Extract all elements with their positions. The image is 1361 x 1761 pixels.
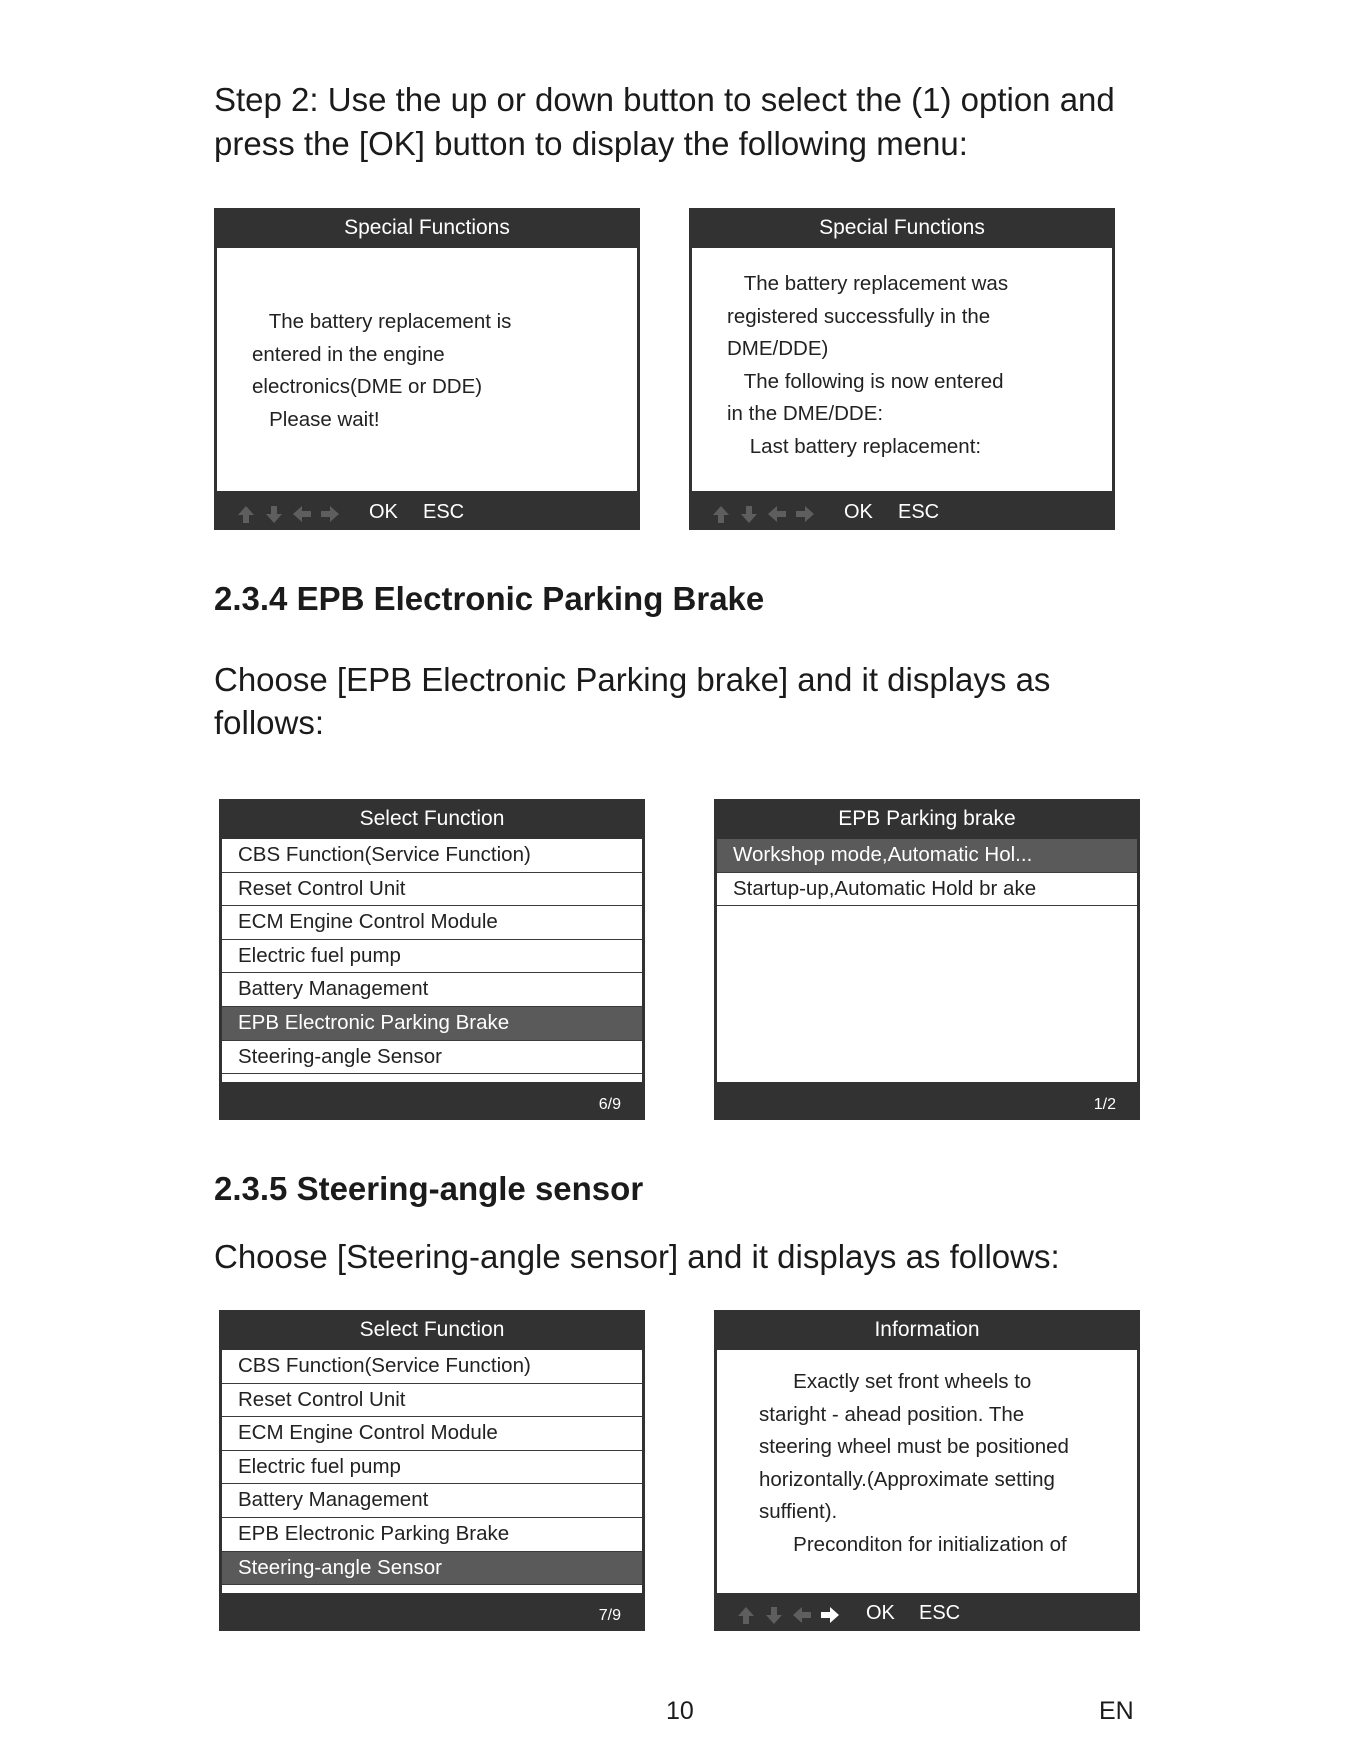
page-indicator: 7/9 bbox=[598, 1607, 621, 1624]
section-heading-epb: 2.3.4 EPB Electronic Parking Brake bbox=[214, 580, 765, 617]
step2-line1: Step 2: Use the up or down button to select the (1) option and bbox=[214, 81, 1115, 118]
info-line: suffient). bbox=[759, 1500, 838, 1523]
arrow-right-icon bbox=[318, 502, 342, 526]
screen-footer bbox=[714, 1084, 1140, 1120]
info-line: The battery replacement was bbox=[727, 272, 1009, 295]
screen-title: EPB Parking brake bbox=[838, 807, 1016, 830]
info-line: registered successfully in the bbox=[727, 304, 991, 328]
epb-text-line1: Choose [EPB Electronic Parking brake] and it displays as bbox=[214, 661, 1051, 698]
screen-battery-registered bbox=[689, 208, 1115, 530]
menu-item[interactable]: CBS Function(Service Function) bbox=[222, 839, 642, 873]
arrow-right-icon bbox=[793, 502, 817, 526]
arrow-up-icon bbox=[709, 502, 733, 526]
screen-title: Information bbox=[874, 1318, 980, 1341]
menu-item[interactable]: Battery Management bbox=[222, 1484, 642, 1518]
menu-item-selected[interactable]: Workshop mode,Automatic Hol... bbox=[717, 839, 1137, 873]
screen-title: Special Functions bbox=[344, 216, 510, 239]
navigation-arrows bbox=[234, 502, 342, 526]
arrow-down-icon bbox=[737, 502, 761, 526]
screen-title: Select Function bbox=[359, 807, 505, 830]
info-line: Please wait! bbox=[252, 407, 380, 431]
info-line: steering wheel must be positioned bbox=[759, 1435, 1069, 1458]
menu-item[interactable]: Battery Management bbox=[222, 973, 642, 1007]
info-line: entered in the engine bbox=[252, 342, 445, 366]
ok-button[interactable]: OK bbox=[844, 501, 873, 523]
screen-body bbox=[692, 248, 1112, 491]
menu-item[interactable]: Startup-up,Automatic Hold br ake bbox=[717, 873, 1137, 907]
screen-information bbox=[714, 1310, 1140, 1631]
arrow-left-icon bbox=[765, 502, 789, 526]
menu-item-selected[interactable]: EPB Electronic Parking Brake bbox=[222, 1007, 642, 1041]
esc-button[interactable]: ESC bbox=[423, 501, 465, 523]
menu-item[interactable]: ECM Engine Control Module bbox=[222, 906, 642, 940]
menu-item-selected[interactable]: Steering-angle Sensor bbox=[222, 1552, 642, 1586]
info-line: Last battery replacement: bbox=[727, 434, 982, 458]
screen-footer bbox=[689, 494, 1115, 530]
info-line: electronics(DME or DDE) bbox=[252, 375, 483, 398]
menu-item[interactable]: Electric fuel pump bbox=[222, 940, 642, 974]
language-code: EN bbox=[1099, 1697, 1134, 1725]
screen-body bbox=[217, 248, 637, 491]
screen-body bbox=[717, 839, 1137, 1082]
screen-body bbox=[717, 1350, 1137, 1593]
menu-item[interactable]: ECM Engine Control Module bbox=[222, 1417, 642, 1451]
menu-item[interactable]: Steering-angle Sensor bbox=[222, 1041, 642, 1075]
page-indicator: 1/2 bbox=[1093, 1096, 1116, 1113]
screen-battery-wait bbox=[214, 208, 640, 530]
ok-button[interactable]: OK bbox=[866, 1602, 895, 1624]
navigation-arrows bbox=[709, 502, 817, 526]
menu-item[interactable]: Reset Control Unit bbox=[222, 873, 642, 907]
info-line: Preconditon for initialization of bbox=[759, 1532, 1067, 1556]
step2-line2: press the [OK] button to display the following menu: bbox=[214, 125, 968, 162]
info-line: staright - ahead position. The bbox=[759, 1402, 1025, 1426]
arrow-up-icon bbox=[734, 1603, 758, 1627]
info-line: DME/DDE) bbox=[727, 337, 829, 360]
screen-footer bbox=[214, 494, 640, 530]
info-line: horizontally.(Approximate setting bbox=[759, 1467, 1055, 1491]
menu-item[interactable]: Reset Control Unit bbox=[222, 1384, 642, 1418]
steering-text: Choose [Steering-angle sensor] and it displays as follows: bbox=[214, 1238, 1060, 1275]
info-line: Exactly set front wheels to bbox=[759, 1370, 1032, 1393]
screen-select-function-epb bbox=[219, 799, 645, 1120]
page-indicator: 6/9 bbox=[598, 1096, 621, 1113]
navigation-arrows bbox=[734, 1603, 842, 1627]
ok-button[interactable]: OK bbox=[369, 501, 398, 523]
info-line: in the DME/DDE: bbox=[727, 402, 884, 425]
section-heading-steering: 2.3.5 Steering-angle sensor bbox=[214, 1170, 644, 1207]
menu-item[interactable]: EPB Electronic Parking Brake bbox=[222, 1518, 642, 1552]
arrow-left-icon bbox=[290, 502, 314, 526]
screen-footer bbox=[219, 1595, 645, 1631]
menu-item[interactable]: CBS Function(Service Function) bbox=[222, 1350, 642, 1384]
arrow-right-icon bbox=[818, 1603, 842, 1627]
screen-footer bbox=[219, 1084, 645, 1120]
screen-epb-parking-brake bbox=[714, 799, 1140, 1120]
screen-select-function-steering bbox=[219, 1310, 645, 1631]
screen-title: Special Functions bbox=[819, 216, 985, 239]
arrow-down-icon bbox=[762, 1603, 786, 1627]
info-line: The following is now entered bbox=[727, 369, 1004, 393]
esc-button[interactable]: ESC bbox=[919, 1602, 961, 1624]
esc-button[interactable]: ESC bbox=[898, 501, 940, 523]
screen-footer bbox=[714, 1595, 1140, 1631]
menu-item[interactable]: Electric fuel pump bbox=[222, 1451, 642, 1485]
screen-body bbox=[222, 1350, 642, 1593]
arrow-down-icon bbox=[262, 502, 286, 526]
arrow-up-icon bbox=[234, 502, 258, 526]
info-line: The battery replacement is bbox=[252, 310, 512, 333]
screen-title: Select Function bbox=[359, 1318, 505, 1341]
screen-body bbox=[222, 839, 642, 1082]
page-number: 10 bbox=[666, 1697, 694, 1725]
arrow-left-icon bbox=[790, 1603, 814, 1627]
epb-text-line2: follows: bbox=[214, 704, 325, 741]
